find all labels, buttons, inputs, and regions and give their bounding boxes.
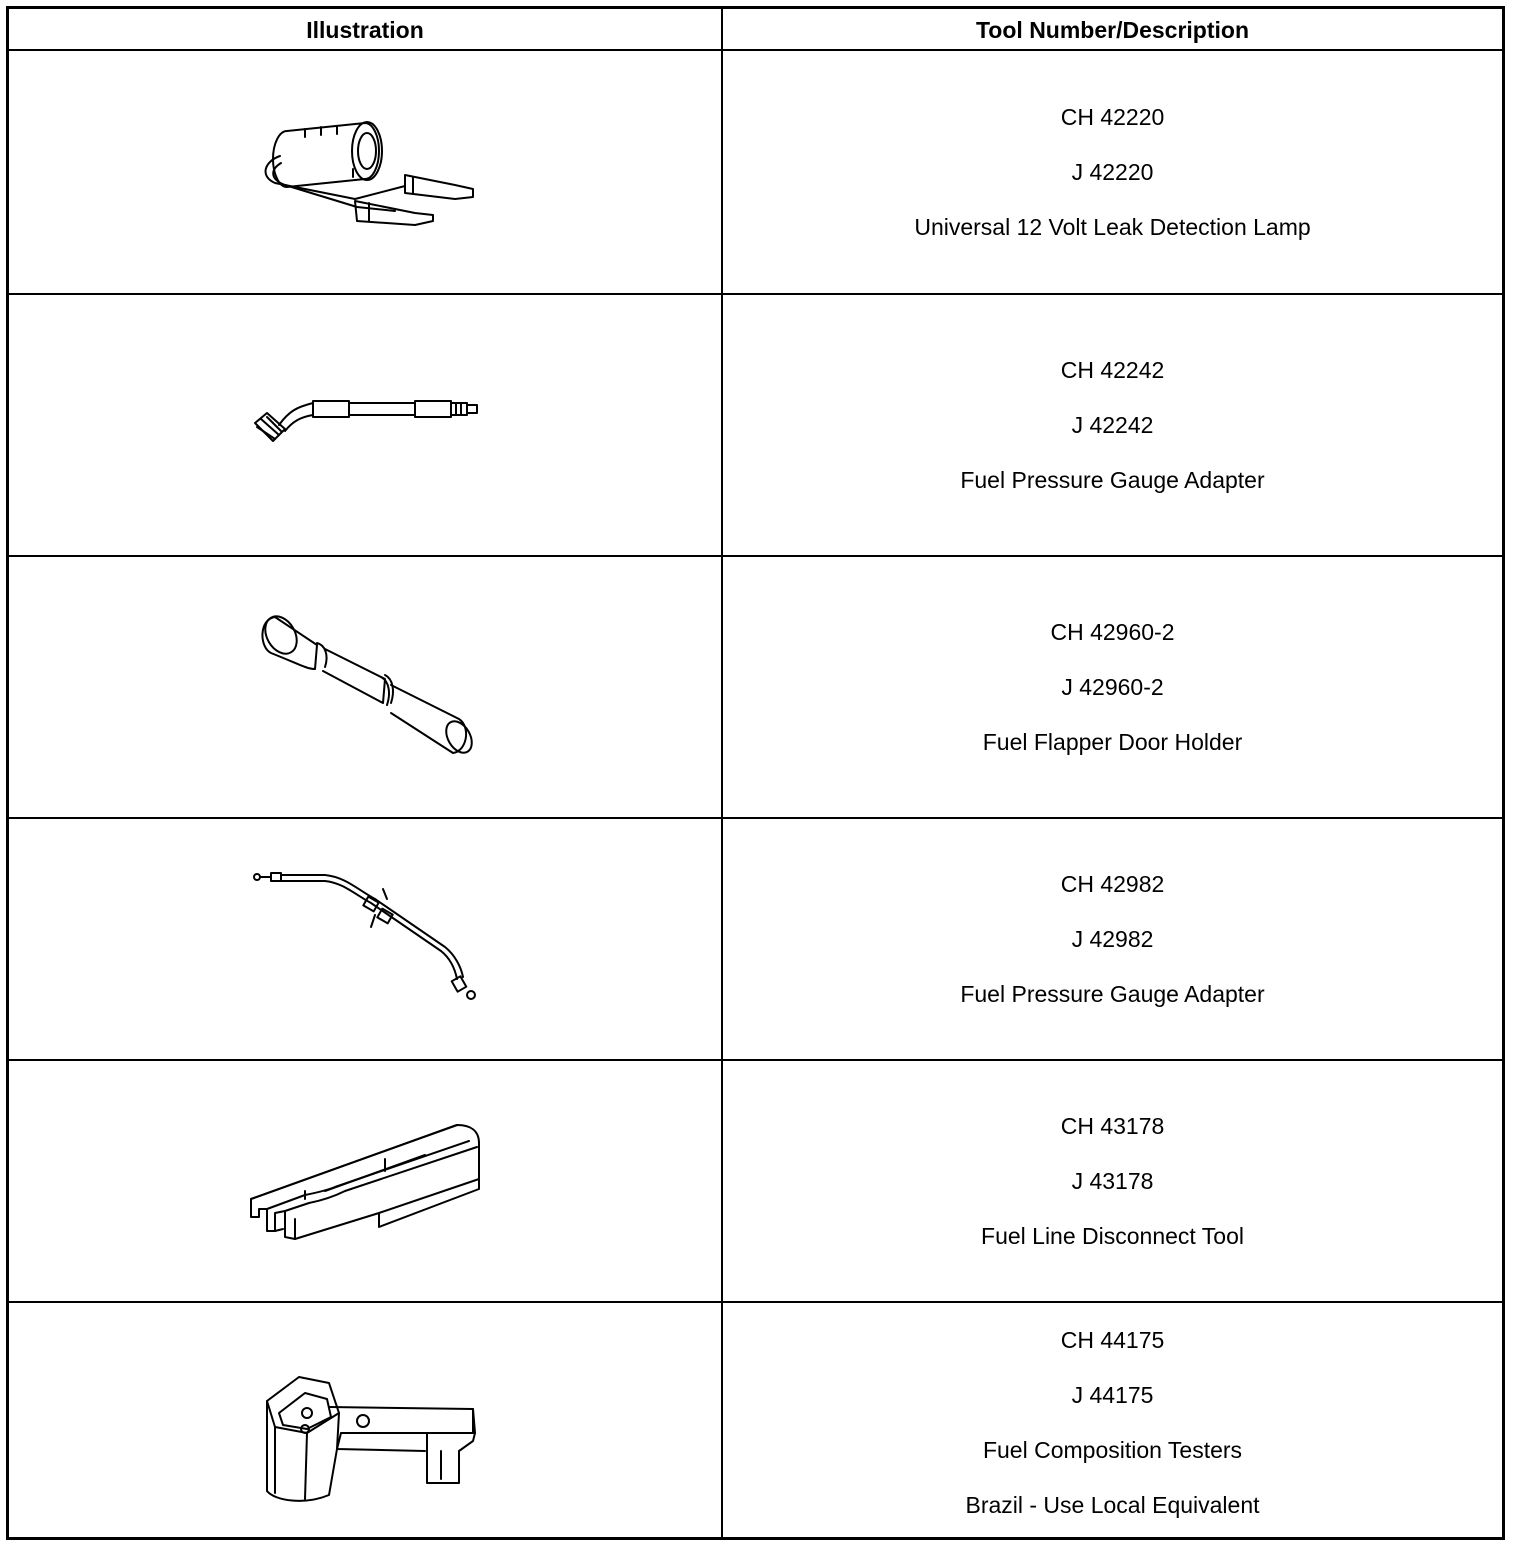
- table-row: [9, 51, 1502, 293]
- table-row: [9, 1059, 1502, 1301]
- tool-number-j: J 42242: [1071, 411, 1154, 438]
- description-cell: [723, 557, 1502, 817]
- fuel-composition-tester-icon: [245, 1303, 485, 1545]
- tool-description: Fuel Composition Testers: [982, 1437, 1243, 1463]
- table-row: [9, 1301, 1502, 1543]
- description-cell: [723, 51, 1502, 293]
- illustration-cell: [9, 819, 721, 1059]
- table-row: [9, 555, 1502, 817]
- illustration-cell: [9, 51, 721, 293]
- tool-description: Universal 12 Volt Leak Detection Lamp: [914, 213, 1311, 240]
- description-cell: [723, 295, 1502, 555]
- tool-description: Fuel Pressure Gauge Adapter: [960, 980, 1265, 1007]
- tool-description: Fuel Flapper Door Holder: [982, 728, 1243, 755]
- fuel-line-disconnect-tool-icon: [245, 1061, 485, 1303]
- tool-number-j: J 43178: [1071, 1167, 1154, 1194]
- table-row: [9, 293, 1502, 555]
- tool-description: Fuel Pressure Gauge Adapter: [960, 466, 1265, 493]
- illustration-cell: [9, 1061, 721, 1301]
- tool-number-j: J 44175: [1071, 1382, 1154, 1408]
- illustration-cell: [9, 295, 721, 555]
- tool-table: [6, 6, 1505, 1540]
- tool-number-ch: CH 42960-2: [1050, 618, 1175, 645]
- header-illustration: Illustration: [306, 17, 424, 43]
- tool-note: Brazil - Use Local Equivalent: [965, 1492, 1260, 1518]
- tool-number-j: J 42960-2: [1061, 673, 1164, 700]
- table-header: [9, 9, 1502, 51]
- tool-number-ch: CH 42982: [1060, 870, 1165, 897]
- table-row: [9, 817, 1502, 1059]
- tool-number-ch: CH 42242: [1060, 356, 1165, 383]
- fuel-pressure-hose-adapter-icon: [245, 819, 485, 1061]
- tool-number-ch: CH 43178: [1060, 1112, 1165, 1139]
- tool-number-ch: CH 42220: [1060, 103, 1165, 130]
- description-cell: [723, 1303, 1502, 1543]
- description-cell: [723, 1061, 1502, 1301]
- tool-number-ch: CH 44175: [1060, 1327, 1165, 1353]
- tool-description: Fuel Line Disconnect Tool: [981, 1222, 1244, 1249]
- header-tool: Tool Number/Description: [975, 17, 1250, 43]
- tool-number-j: J 42982: [1071, 925, 1154, 952]
- leak-detection-lamp-icon: [245, 51, 485, 293]
- fuel-pressure-gauge-adapter-icon: [245, 295, 485, 557]
- illustration-cell: [9, 1303, 721, 1543]
- tool-number-j: J 42220: [1071, 158, 1154, 185]
- description-cell: [723, 819, 1502, 1059]
- illustration-cell: [9, 557, 721, 817]
- fuel-flapper-door-holder-icon: [245, 557, 485, 819]
